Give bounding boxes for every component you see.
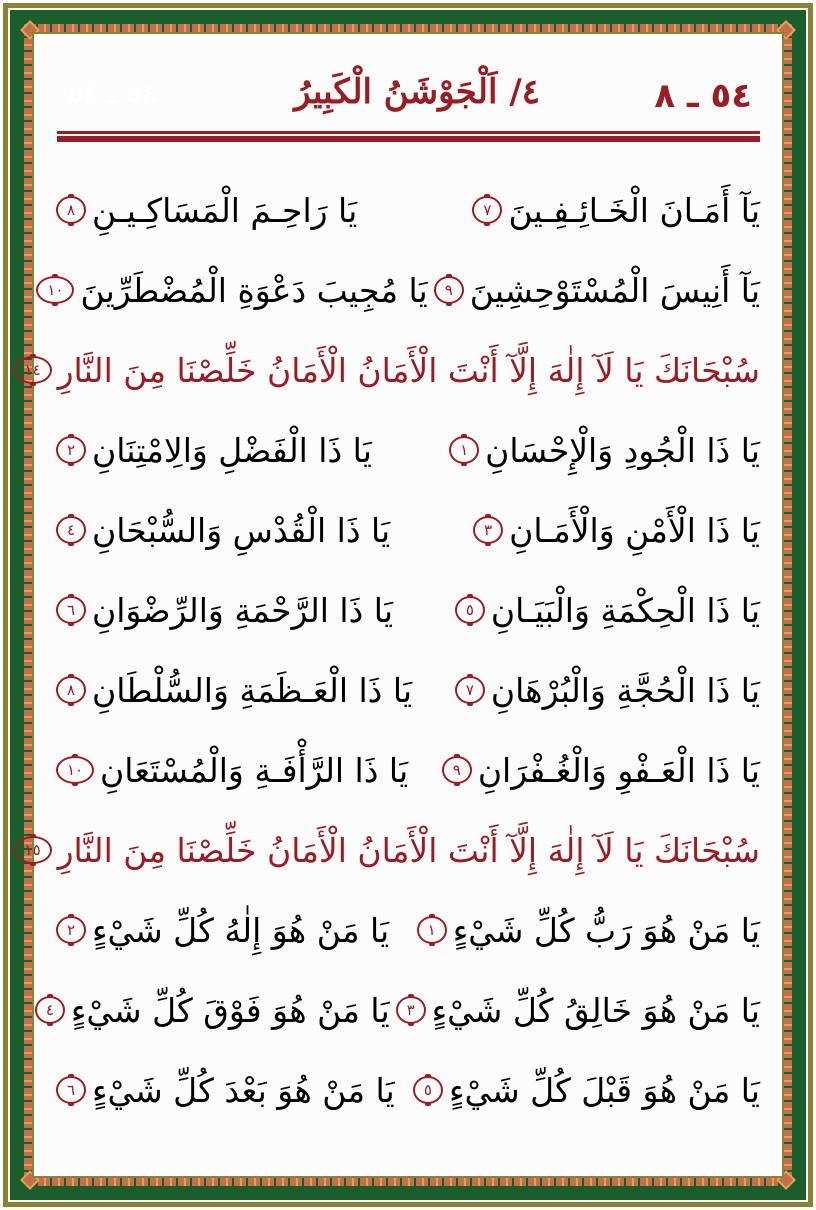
verse-number-marker-icon: ٦ — [56, 596, 86, 624]
verse-number-marker-icon: ٤ — [35, 996, 65, 1024]
section-number-marker-icon: ١٥ — [14, 836, 52, 864]
invocation-segment — [436, 751, 760, 790]
invocation-segment — [30, 271, 427, 310]
verse-number-marker-icon: ١ — [449, 436, 479, 464]
hidden-page-reference: ٥٤ ـ ٥٤ — [67, 80, 158, 110]
invocation-text: يَا ذَا الْجُودِ وَالْإِحْسَانِ — [485, 430, 760, 470]
invocation-segment — [449, 671, 760, 710]
invocation-text: يَآ أَمَـانَ الْخَـائِـفِـينَ — [508, 190, 760, 230]
invocation-segment — [50, 911, 389, 950]
invocation-text: يَا ذَا الرَّحْمَةِ وَالرِّضْوَانِ — [92, 590, 394, 630]
invocation-text: يَا ذَا الْقُدْسِ وَالسُّبْحَانِ — [92, 510, 391, 550]
verse-number-marker-icon: ٣ — [473, 516, 503, 544]
verse-number-marker-icon: ٤ — [56, 516, 86, 544]
refrain-line — [24, 330, 760, 410]
verse-number-marker-icon: ٢ — [56, 916, 86, 944]
invocation-text: يَا مَنْ هُوَ خَالِقُ كُلِّ شَيْءٍ — [431, 990, 760, 1030]
invocation-line — [50, 730, 760, 810]
invocation-text: يَا مَنْ هُوَ رَبُّ كُلِّ شَيْءٍ — [452, 910, 760, 950]
verse-number-marker-icon: ٥ — [455, 596, 485, 624]
page-header — [57, 70, 760, 120]
header-rule-thin — [57, 131, 760, 134]
verse-number-marker-icon: ٧ — [455, 676, 485, 704]
invocation-line — [45, 970, 760, 1050]
invocation-line — [50, 650, 760, 730]
invocation-text: يَا مَنْ هُوَ فَوْقَ كُلِّ شَيْءٍ — [70, 990, 390, 1030]
invocation-line — [50, 570, 760, 650]
refrain-text: سُبْحَانَكَ يَا لَآ إِلٰهَ إِلَّآ أَنْتَ الْأَمَانُ الْأَمَانُ خَلِّصْنَا مِنَ النَّارِ — [57, 830, 760, 870]
invocation-segment — [411, 911, 760, 950]
invocation-segment — [50, 431, 372, 470]
verse-number-marker-icon: ١٠ — [36, 276, 74, 304]
invocation-text: يَا مُجِيبَ دَعْوَةِ الْمُضْطَرِّينَ — [80, 270, 428, 310]
invocation-segment — [50, 751, 408, 790]
verse-number-marker-icon: ٥ — [413, 1076, 443, 1104]
invocation-text: يَآ أَنِيسَ الْمُسْتَوْحِشِينَ — [469, 270, 760, 310]
section-number-marker-icon: ١٤ — [14, 356, 52, 384]
verse-number-marker-icon: ٩ — [442, 756, 472, 784]
invocation-segment — [390, 991, 760, 1030]
invocation-text: يَا ذَا الْفَضْلِ وَالِامْتِنَانِ — [92, 430, 372, 470]
page-title: ٤/ اَلْجَوْشَنُ الْكَبِيرُ — [294, 72, 540, 112]
invocation-line — [50, 490, 760, 570]
invocation-segment — [29, 991, 390, 1030]
verse-number-marker-icon: ٧ — [472, 196, 502, 224]
text-body — [24, 170, 760, 1130]
page-reference: ٥٤ ـ ٨ — [654, 76, 752, 116]
verse-number-marker-icon: ٣ — [396, 996, 426, 1024]
invocation-text: يَا ذَا الْحُجَّةِ وَالْبُرْهَانِ — [490, 670, 760, 710]
header-rule-thick — [57, 136, 760, 142]
invocation-line — [50, 170, 760, 250]
invocation-text: يَا ذَا الْحِكْمَةِ وَالْبَيَـانِ — [490, 590, 760, 630]
invocation-text: يَا ذَا الْأَمْنِ وَالْأَمَـانِ — [509, 510, 760, 550]
invocation-text: يَا ذَا الْعَـفْوِ وَالْغُـفْرَانِ — [477, 750, 760, 790]
invocation-line — [47, 250, 760, 330]
invocation-segment — [50, 671, 412, 710]
invocation-segment — [449, 591, 760, 630]
verse-number-marker-icon: ١ — [417, 916, 447, 944]
invocation-text: يَا رَاحِـمَ الْمَسَاكِـيـنِ — [92, 190, 358, 230]
verse-number-marker-icon: ٦ — [56, 1076, 86, 1104]
invocation-segment — [50, 1071, 395, 1110]
invocation-text: يَا ذَا الْعَـظَمَةِ وَالسُّلْطَانِ — [92, 670, 413, 710]
invocation-line — [50, 410, 760, 490]
verse-number-marker-icon: ١٠ — [56, 756, 94, 784]
invocation-line — [50, 1050, 760, 1130]
invocation-segment — [428, 271, 760, 310]
verse-number-marker-icon: ٩ — [434, 276, 464, 304]
invocation-segment — [50, 191, 357, 230]
invocation-segment — [50, 511, 390, 550]
invocation-segment — [443, 431, 760, 470]
verse-number-marker-icon: ٨ — [56, 196, 86, 224]
invocation-text: يَا مَنْ هُوَ إِلٰهُ كُلِّ شَيْءٍ — [92, 910, 390, 950]
verse-number-marker-icon: ٢ — [56, 436, 86, 464]
refrain-text: سُبْحَانَكَ يَا لَآ إِلٰهَ إِلَّآ أَنْتَ الْأَمَانُ الْأَمَانُ خَلِّصْنَا مِنَ النَّارِ — [57, 350, 760, 390]
invocation-segment — [467, 511, 760, 550]
invocation-text: يَا مَنْ هُوَ قَبْلَ كُلِّ شَيْءٍ — [448, 1070, 760, 1110]
invocation-text: يَا مَنْ هُوَ بَعْدَ كُلِّ شَيْءٍ — [92, 1070, 395, 1110]
invocation-line — [50, 890, 760, 970]
refrain-line — [24, 810, 760, 890]
invocation-segment — [50, 591, 393, 630]
invocation-segment — [407, 1071, 760, 1110]
invocation-text: يَا ذَا الرَّأْفَـةِ وَالْمُسْتَعَانِ — [100, 750, 409, 790]
verse-number-marker-icon: ٨ — [56, 676, 86, 704]
invocation-segment — [466, 191, 760, 230]
